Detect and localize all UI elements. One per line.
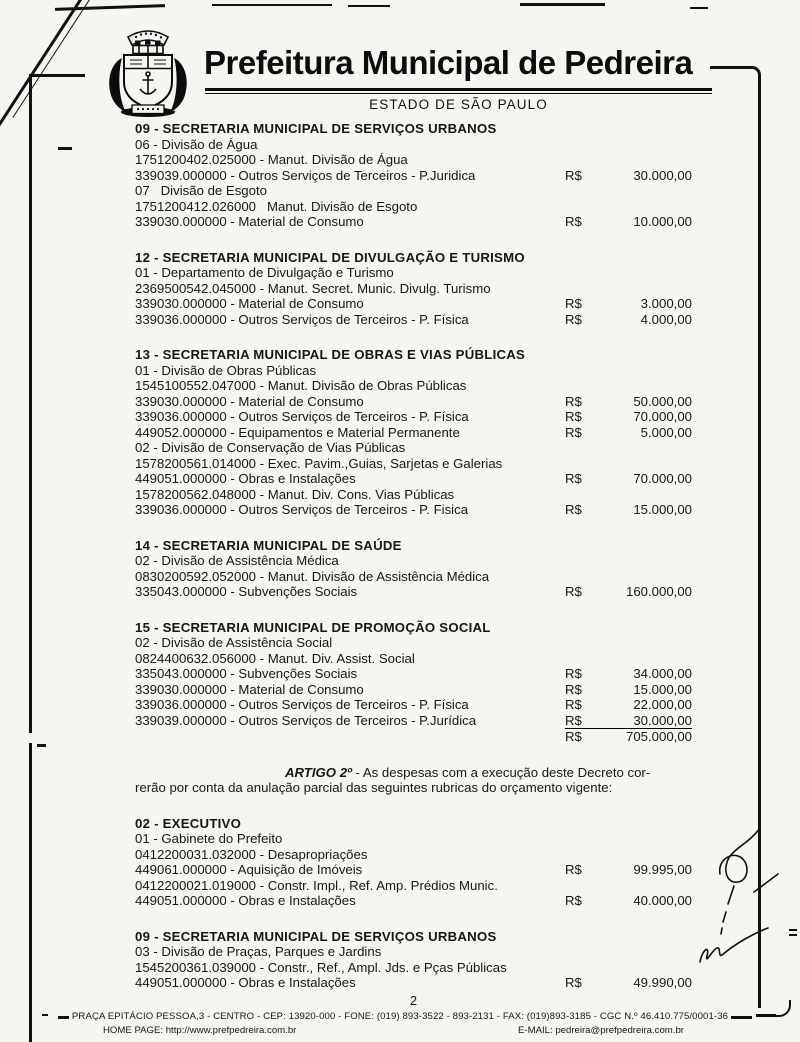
amount-value: 4.000,00 [640,311,692,327]
detail-line [135,152,692,168]
amount-value: 70.000,00 [633,471,692,486]
scan-topline-artifact [212,4,332,6]
amount-value: 5.000,00 [640,424,692,440]
amount-value: 30.000,00 [633,167,692,183]
footer-homepage: HOME PAGE: http://www.prefpedreira.com.br [103,1025,297,1036]
line-label: 449061.000000 - Aquisição de Imóveis [135,862,363,877]
footer-email: E-MAIL: pedreira@prefpedreira.com.br [518,1025,684,1036]
section-heading: 15 - SECRETARIA MUNICIPAL DE PROMOÇÃO SOCIAL [135,619,491,635]
currency-symbol: R$ [565,893,582,908]
line-label: 01 - Gabinete do Prefeito [135,831,283,846]
amount-value: 3.000,00 [640,296,692,311]
line-label: 1545200361.039000 - Constr., Ref., Ampl. Jds. e Pças Públicas [135,959,507,975]
coat-of-arms-logo [92,24,204,120]
frame-left-tick [37,744,46,747]
frame-left-corner [29,74,85,77]
line-label: 1578200561.014000 - Exec. Pavim.,Guias, Sarjetas e Galerias [135,455,503,471]
budget-line [135,296,692,312]
line-label: 1751200412.026000 Manut. Divisão de Esgoto [135,198,418,214]
line-label: 1545100552.047000 - Manut. Divisão de Obras Públicas [135,378,467,393]
footer-address: PRAÇA EPITÁCIO PESSOA,3 - CENTRO - CEP: 13920-000 - FONE: (019) 893-3522 - 893-2131 - FAX: (019)893-3185 - CGC N.º 46.410.775/0001-36 [71,1011,729,1022]
decree-sections [135,121,692,745]
amount-group [565,584,692,600]
line-label: 2369500542.045000 - Manut. Secret. Munic. Divulg. Turismo [135,280,491,296]
amount-group [565,296,692,312]
line-label: 02 - Divisão de Conservação de Vias Públicas [135,440,406,455]
line-label: 01 - Divisão de Obras Públicas [135,362,317,378]
amount-value: 22.000,00 [633,697,692,712]
amount-group [565,697,692,713]
amount-group [565,682,692,698]
line-label: 339036.000000 - Outros Serviços de Terceiros - P. Física [135,697,469,712]
currency-symbol: R$ [565,167,582,183]
line-label: 339039.000000 - Outros Serviços de Terceiros - P.Juridica [135,167,476,183]
amount-group [565,471,692,487]
line-label: 339036.000000 - Outros Serviços de Terceiros - P. Física [135,311,469,327]
budget-section [135,250,692,328]
total-line [135,729,692,745]
line-label: 449051.000000 - Obras e Instalações [135,893,356,908]
line-label: 339030.000000 - Material de Consumo [135,214,364,229]
amount-group [565,502,692,518]
article-text: - As despesas com a execução deste Decreto cor- [351,764,651,780]
currency-symbol: R$ [565,502,582,517]
amount-value: 10.000,00 [633,214,692,229]
detail-line [135,831,692,847]
currency-symbol: R$ [565,712,582,728]
budget-line [135,713,692,730]
budget-section [135,347,692,518]
budget-line [135,584,692,600]
detail-line [135,281,692,297]
line-label: 03 - Divisão de Praças, Parques e Jardins [135,944,382,959]
amount-value: 15.000,00 [633,502,692,517]
amount-group [565,893,692,909]
detail-line [135,199,692,215]
detail-line [135,137,692,153]
budget-section [135,929,692,991]
line-label: 02 - Divisão de Assistência Social [135,635,333,650]
amount-group [565,214,692,230]
budget-line [135,168,692,184]
line-label: 02 - Divisão de Assistência Médica [135,553,339,568]
budget-line [135,682,692,698]
section-heading: 09 - SECRETARIA MUNICIPAL DE SERVIÇOS URBANOS [135,928,497,944]
document-body [135,121,692,991]
amount-value: 34.000,00 [633,666,692,681]
line-label: 335043.000000 - Subvenções Sociais [135,666,358,681]
budget-section [135,121,692,230]
currency-symbol: R$ [565,424,582,440]
currency-symbol: R$ [565,409,582,424]
budget-line [135,666,692,682]
line-label: 1578200562.048000 - Manut. Div. Cons. Vias Públicas [135,486,455,502]
detail-line [135,847,692,863]
budget-section [135,620,692,745]
line-label: 335043.000000 - Subvenções Sociais [135,584,358,599]
line-label: 449051.000000 - Obras e Instalações [135,975,356,990]
budget-line [135,214,692,230]
budget-section [135,816,692,909]
currency-symbol: R$ [565,975,582,990]
currency-symbol: R$ [565,862,582,877]
state-subtitle: ESTADO DE SÃO PAULO [369,97,548,112]
line-label: 0412200021.019000 - Constr. Impl., Ref. Amp. Prédios Munic. [135,877,498,893]
funding-sections [135,816,692,991]
detail-line [135,651,692,667]
budget-line [135,862,692,878]
page-title: Prefeitura Municipal de Pedreira [204,44,693,81]
article-line [135,765,692,781]
detail-line [135,265,692,281]
article-label: ARTIGO 2º [285,764,352,780]
section-heading: 13 - SECRETARIA MUNICIPAL DE OBRAS E VIAS PÚBLICAS [135,347,526,362]
detail-line [135,944,692,960]
budget-line [135,425,692,441]
frame-left-tick [58,147,72,150]
detail-line [135,553,692,569]
detail-line [135,635,692,651]
currency-symbol: R$ [565,666,582,681]
scan-topline-artifact [690,7,708,9]
line-label: 339030.000000 - Material de Consumo [135,393,364,409]
signature-mark [688,812,792,972]
budget-line [135,409,692,425]
title-rule [205,88,712,91]
line-label [135,729,565,745]
amount-group [565,713,692,730]
scan-fold-line [12,0,95,118]
scan-topline-artifact [520,3,605,6]
page-number: 2 [409,993,418,1008]
detail-line [135,569,692,585]
currency-symbol: R$ [565,681,582,697]
section-heading: 02 - EXECUTIVO [135,815,242,831]
section-heading: 09 - SECRETARIA MUNICIPAL DE SERVIÇOS URBANOS [135,121,497,136]
budget-line [135,471,692,487]
budget-line [135,312,692,328]
detail-line [135,378,692,394]
line-label: 339036.000000 - Outros Serviços de Terceiros - P. Fisica [135,502,469,517]
detail-line [135,878,692,894]
currency-symbol: R$ [565,471,582,486]
amount-value: 99.995,00 [633,862,692,877]
currency-symbol: R$ [565,584,582,599]
amount-group [565,666,692,682]
amount-group [565,394,692,410]
line-label: 07 Divisão de Esgoto [135,183,267,198]
budget-line [135,893,692,909]
currency-symbol: R$ [565,311,582,327]
line-label: 0830200592.052000 - Manut. Divisão de Assistência Médica [135,568,490,584]
frame-left-vertical [29,74,32,1042]
article-line: rerão por conta da anulação parcial das seguintes rubricas do orçamento vigente: [135,780,613,795]
amount-group [565,975,692,991]
line-label: 01 - Departamento de Divulgação e Turismo [135,265,394,280]
budget-line [135,697,692,713]
detail-line [135,440,692,456]
amount-value: 15.000,00 [633,681,692,697]
line-label: 449051.000000 - Obras e Instalações [135,471,356,486]
amount-value: 49.990,00 [633,975,692,990]
frame-gap [27,733,34,743]
amount-value: 70.000,00 [633,409,692,424]
amount-group [565,425,692,441]
amount-value: 50.000,00 [633,393,692,409]
currency-symbol: R$ [565,697,582,712]
amount-group [565,409,692,425]
amount-group [565,168,692,184]
line-label: 339039.000000 - Outros Serviços de Terceiros - P.Jurídica [135,712,477,728]
currency-symbol: R$ [565,729,582,744]
line-label: 1751200402.025000 - Manut. Divisão de Água [135,152,408,167]
currency-symbol: R$ [565,214,582,229]
amount-group [565,862,692,878]
detail-line [135,487,692,503]
detail-line [135,960,692,976]
article-paragraph [135,765,692,796]
line-label: 0824400632.056000 - Manut. Div. Assist. Social [135,650,415,666]
budget-line [135,502,692,518]
scan-topline-artifact [348,5,390,7]
amount-value: 160.000,00 [625,584,692,599]
section-heading: 12 - SECRETARIA MUNICIPAL DE DIVULGAÇÃO E TURISMO [135,249,525,265]
detail-line [135,183,692,199]
detail-line [135,456,692,472]
amount-group [565,729,692,745]
section-heading: 14 - SECRETARIA MUNICIPAL DE SAÚDE [135,537,402,553]
currency-symbol: R$ [565,393,582,409]
detail-line [135,363,692,379]
line-label: 339030.000000 - Material de Consumo [135,296,364,311]
currency-symbol: R$ [565,296,582,311]
budget-line [135,975,692,991]
line-label: 339036.000000 - Outros Serviços de Terceiros - P. Física [135,409,469,424]
amount-group [565,312,692,328]
budget-section [135,538,692,600]
line-label: 339030.000000 - Material de Consumo [135,681,364,697]
amount-value: 705.000,00 [625,729,692,744]
amount-value: 40.000,00 [633,893,692,908]
budget-line [135,394,692,410]
title-rule [205,93,712,94]
amount-value: 30.000,00 [633,712,692,728]
line-label: 06 - Divisão de Água [135,136,258,152]
line-label: 449052.000000 - Equipamentos e Material Permanente [135,424,460,440]
line-label: 0412200031.032000 - Desapropriações [135,846,368,862]
